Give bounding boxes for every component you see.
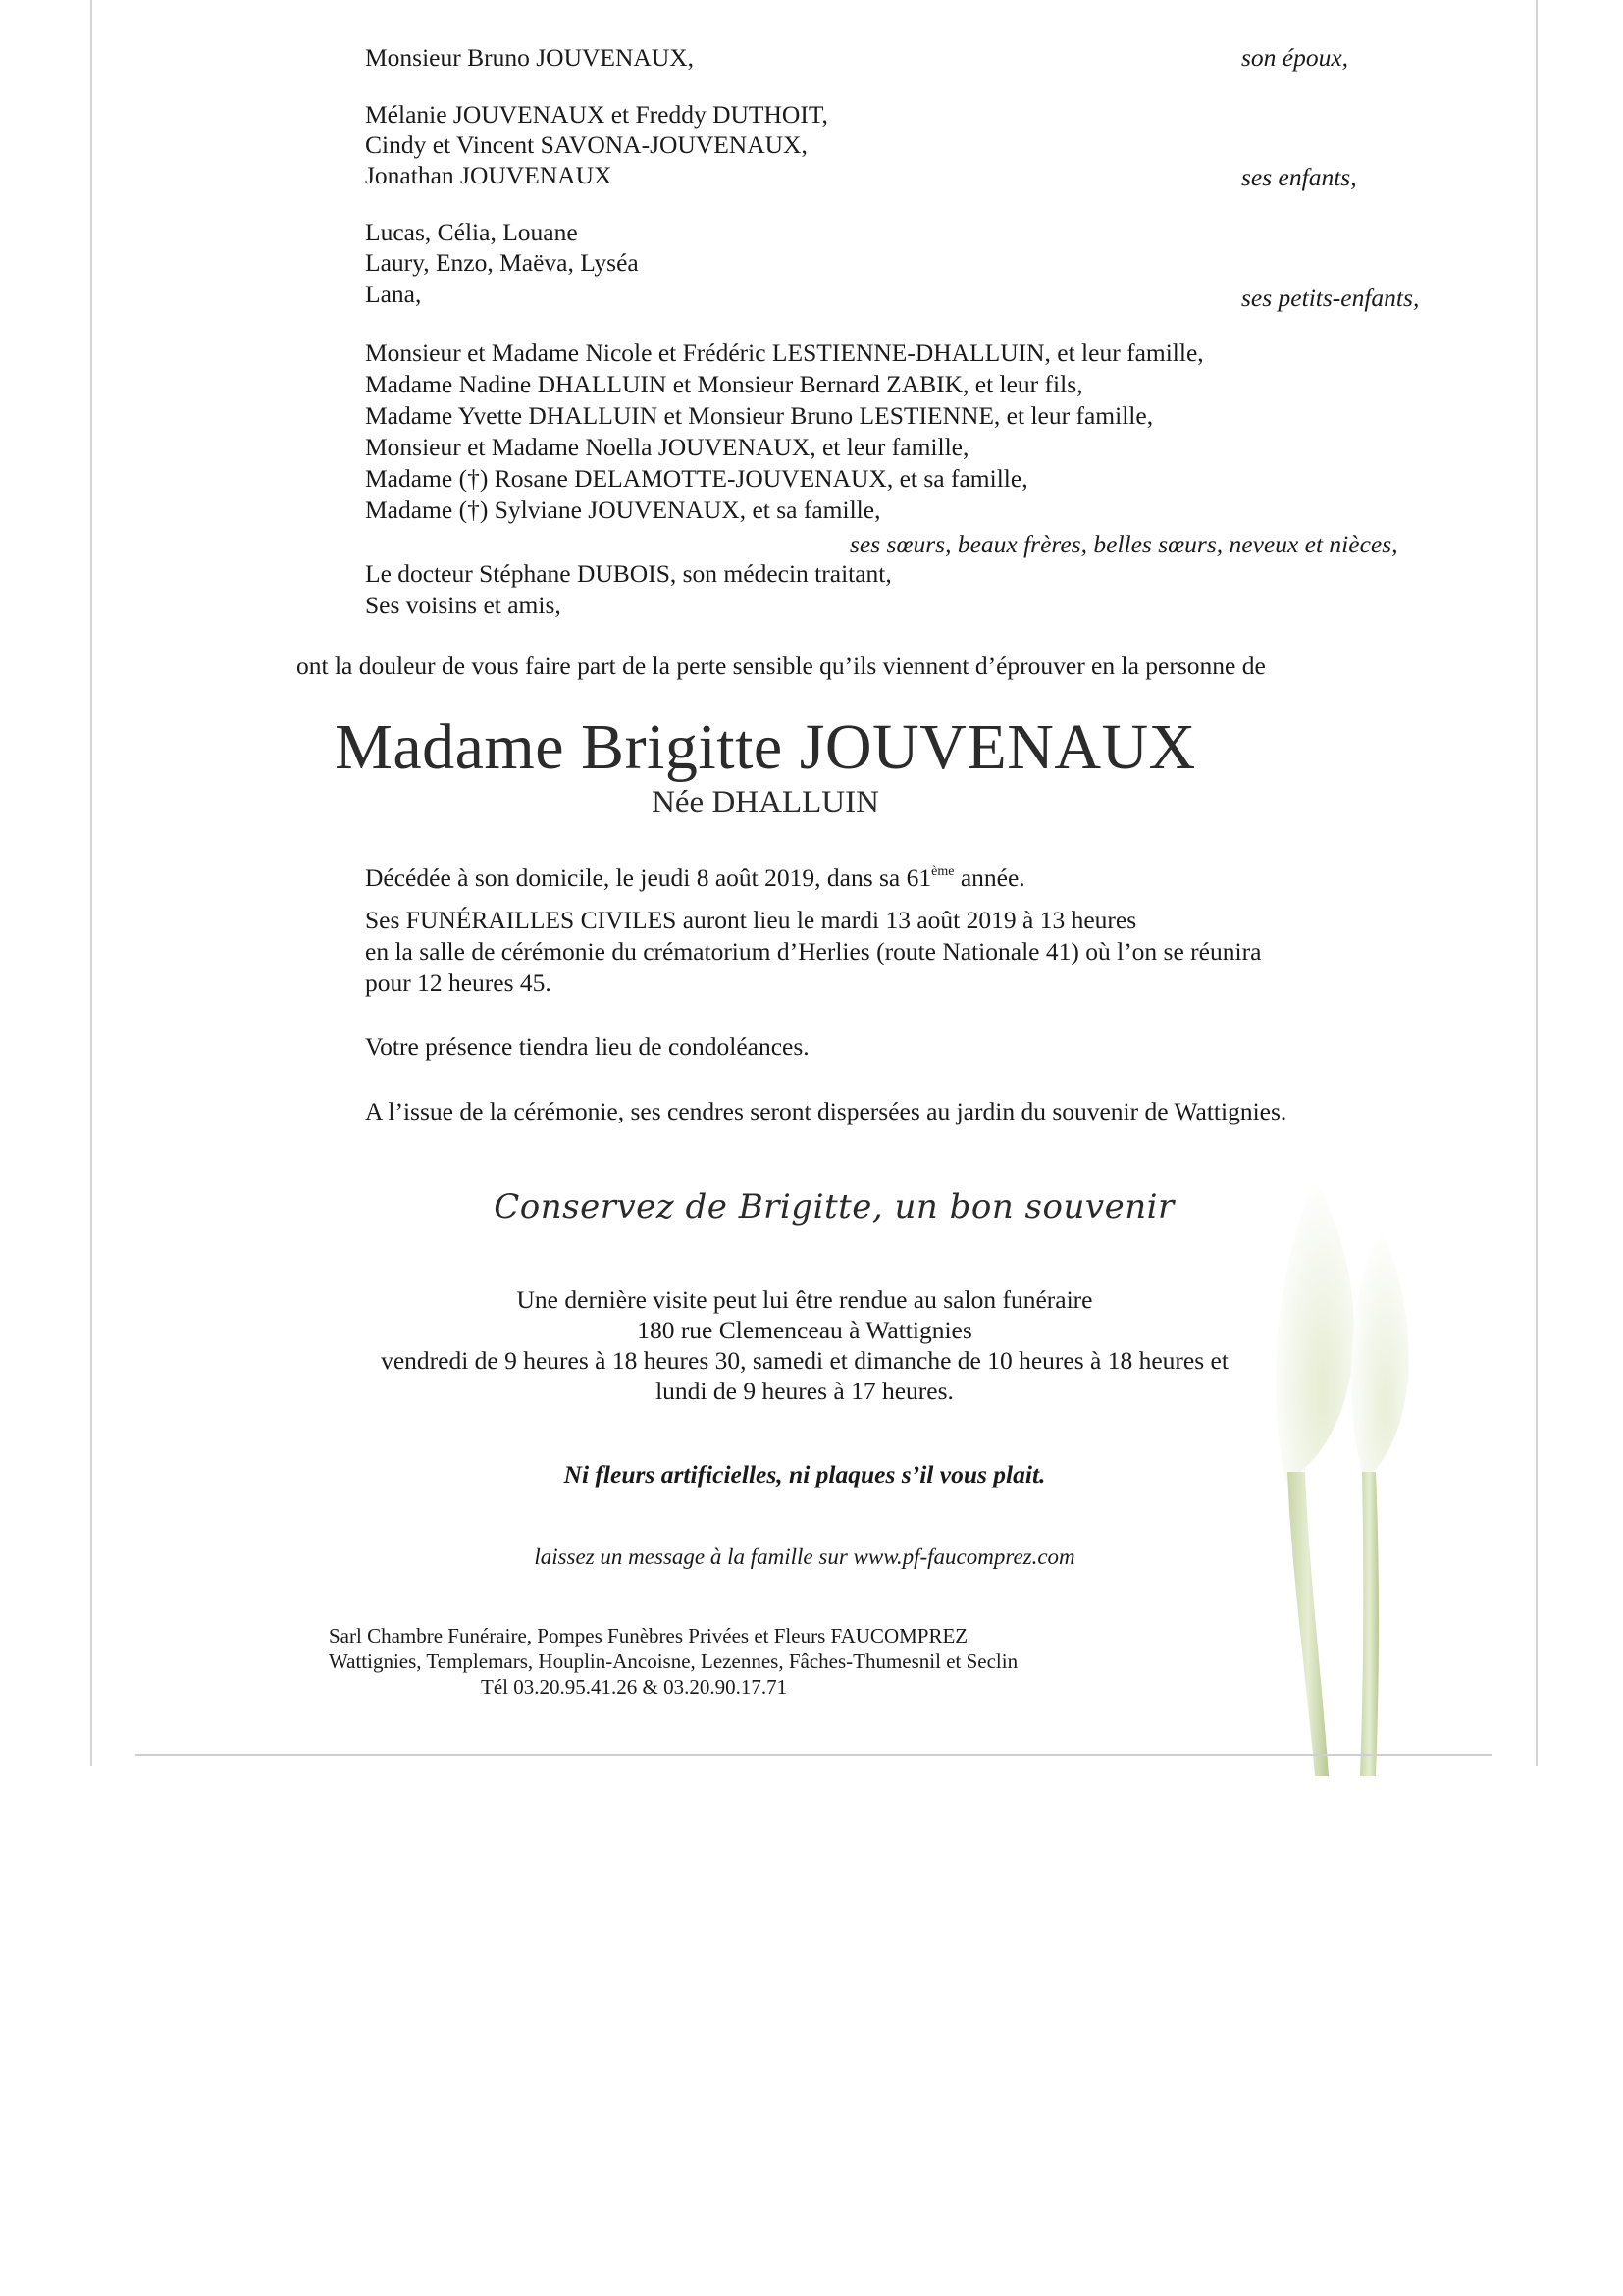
visit-line: vendredi de 9 heures à 18 heures 30, samedi et dimanche de 10 heures à 18 heures et — [381, 1346, 1229, 1375]
funeral-home-line: Tél 03.20.95.41.26 & 03.20.90.17.71 — [481, 1675, 788, 1698]
sibling-line: Madame (†) Rosane DELAMOTTE-JOUVENAUX, et sa famille, — [365, 464, 1028, 493]
visit-line: Une dernière visite peut lui être rendue au salon funéraire — [516, 1285, 1093, 1314]
funeral-home-line: Wattignies, Templemars, Houplin-Ancoisne, Lezennes, Fâches-Thumesnil et Seclin — [329, 1649, 1019, 1673]
death-notice-end: année. — [954, 863, 1025, 892]
other-line: Le docteur Stéphane DUBOIS, son médecin traitant, — [365, 559, 892, 588]
sibling-line: Monsieur et Madame Nicole et Frédéric LESTIENNE-DHALLUIN, et leur famille, — [365, 339, 1204, 367]
spouse-name: Monsieur Bruno JOUVENAUX, — [365, 43, 695, 72]
death-notice — [365, 858, 1025, 893]
child-line: Jonathan JOUVENAUX — [365, 161, 612, 189]
visit-line: 180 rue Clemenceau à Wattignies — [637, 1316, 972, 1344]
funeral-home-line: Sarl Chambre Funéraire, Pompes Funèbres Privées et Fleurs FAUCOMPREZ — [329, 1624, 969, 1647]
right-border-line — [1536, 0, 1538, 1766]
footer-divider — [135, 1754, 1492, 1756]
child-line: Cindy et Vincent SAVONA-JOUVENAUX, — [365, 130, 808, 159]
sibling-line: Madame (†) Sylviane JOUVENAUX, et sa famille, — [365, 496, 881, 524]
memory-text: Conservez de Brigitte, un bon souvenir — [494, 1187, 1175, 1226]
sibling-line: Monsieur et Madame Noella JOUVENAUX, et leur famille, — [365, 433, 969, 461]
child-line: Mélanie JOUVENAUX et Freddy DUTHOIT, — [365, 100, 828, 129]
siblings-relation: ses sœurs, beaux frères, belles sœurs, neveux et nièces, — [850, 530, 1398, 558]
ashes-text: A l’issue de la cérémonie, ses cendres seront dispersées au jardin du souvenir de Wattignies. — [365, 1097, 1287, 1125]
other-line: Ses voisins et amis, — [365, 591, 561, 619]
grandchild-line: Lana, — [365, 280, 422, 308]
spouse-relation: son époux, — [1241, 43, 1349, 72]
deceased-name: Madame Brigitte JOUVENAUX — [335, 711, 1196, 783]
sibling-line: Madame Yvette DHALLUIN et Monsieur Bruno LESTIENNE, et leur famille, — [365, 401, 1154, 430]
children-relation: ses enfants, — [1241, 163, 1357, 191]
death-notice-ordinal: ème — [931, 864, 955, 879]
visit-line: lundi de 9 heures à 17 heures. — [655, 1377, 954, 1405]
calla-lily-illustration — [1207, 1158, 1442, 1786]
funeral-line: Ses FUNÉRAILLES CIVILES auront lieu le mardi 13 août 2019 à 13 heures — [365, 906, 1137, 934]
grandchild-line: Lucas, Célia, Louane — [365, 218, 578, 246]
grandchild-line: Laury, Enzo, Maëva, Lyséa — [365, 248, 639, 277]
funeral-line: pour 12 heures 45. — [365, 968, 551, 997]
no-flowers-notice: Ni fleurs artificielles, ni plaques s’il vous plait. — [563, 1460, 1046, 1488]
sibling-line: Madame Nadine DHALLUIN et Monsieur Bernard ZABIK, et leur fils, — [365, 370, 1083, 398]
message-notice: laissez un message à la famille sur www.pf-faucomprez.com — [534, 1544, 1075, 1569]
announcement-text: ont la douleur de vous faire part de la perte sensible qu’ils viennent d’éprouver en la personne de — [296, 652, 1266, 680]
grandchildren-relation: ses petits-enfants, — [1241, 284, 1420, 312]
left-border-line — [90, 0, 92, 1766]
death-notice-main: Décédée à son domicile, le jeudi 8 août 2019, dans sa 61 — [365, 863, 932, 892]
condolences-text: Votre présence tiendra lieu de condoléances. — [365, 1032, 810, 1061]
deceased-maiden-name: Née DHALLUIN — [652, 785, 879, 820]
funeral-line: en la salle de cérémonie du crématorium d’Herlies (route Nationale 41) où l’on se réunira — [365, 937, 1262, 965]
